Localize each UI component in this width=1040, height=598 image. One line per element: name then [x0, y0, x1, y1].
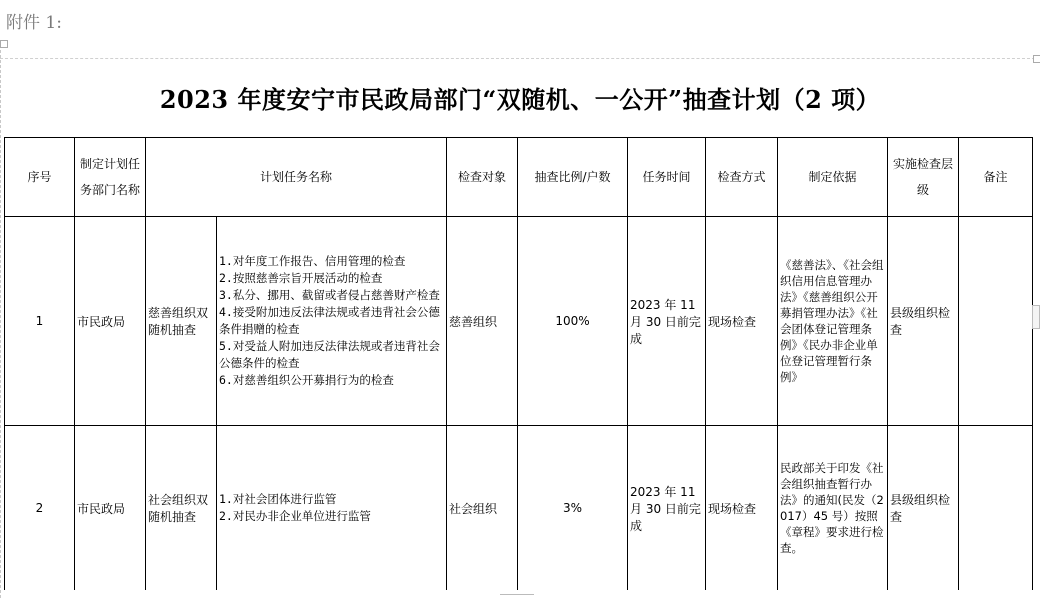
- inspection-plan-table: [4, 137, 1033, 590]
- cell-task-items: [217, 426, 447, 591]
- bottom-scroll-handle[interactable]: [500, 594, 534, 598]
- cell-remark: [959, 217, 1033, 426]
- cell-method: 现场检查: [706, 217, 778, 426]
- header-target: 检查对象: [447, 138, 518, 217]
- page-boundary-top: [0, 58, 1040, 59]
- cell-remark: [959, 426, 1033, 591]
- cell-basis: 《慈善法》、《社会组织信用信息管理办法》《慈善组织公开募捐管理办法》《社会团体登记管理条例》《民办非企业单位登记管理暂行条例》: [778, 217, 888, 426]
- header-basis: 制定依据: [778, 138, 888, 217]
- task-item: 1.对社会团体进行监管: [219, 492, 337, 506]
- task-item: 4.接受附加违反法律法规或者违背社会公德条件捐赠的检查: [219, 305, 440, 336]
- cell-ratio: 3%: [518, 426, 628, 591]
- cell-task-name: 慈善组织双随机抽查: [146, 217, 217, 426]
- header-remark: 备注: [959, 138, 1033, 217]
- page-boundary-left: [0, 40, 1, 598]
- attachment-label: 附件 1:: [6, 13, 62, 33]
- header-task-name: 计划任务名称: [146, 138, 447, 217]
- side-scroll-handle[interactable]: [1032, 305, 1040, 329]
- header-seq: 序号: [5, 138, 75, 217]
- cell-target: 慈善组织: [447, 217, 518, 426]
- cell-ratio: 100%: [518, 217, 628, 426]
- page-corner-marker: [1033, 55, 1040, 63]
- cell-dept: 市民政局: [75, 426, 146, 591]
- page-corner-marker: [0, 40, 8, 48]
- cell-dept: 市民政局: [75, 217, 146, 426]
- cell-time: 2023 年 11 月 30 日前完成: [628, 426, 706, 591]
- header-level: 实施检查层级: [888, 138, 959, 217]
- task-item: 2.对民办非企业单位进行监管: [219, 509, 371, 523]
- document-title: 2023 年度安宁市民政局部门“双随机、一公开”抽查计划（2 项）: [159, 85, 881, 114]
- table-row: [5, 217, 1033, 426]
- task-item: 2.按照慈善宗旨开展活动的检查: [219, 271, 383, 285]
- task-item: 5.对受益人附加违反法律法规或者违背社会公德条件的检查: [219, 339, 440, 370]
- cell-task-items: [217, 217, 447, 426]
- header-ratio: 抽查比例/户数: [518, 138, 628, 217]
- cell-target: 社会组织: [447, 426, 518, 591]
- cell-seq: 1: [5, 217, 75, 426]
- task-item: 1.对年度工作报告、信用管理的检查: [219, 254, 406, 268]
- header-time: 任务时间: [628, 138, 706, 217]
- cell-time: 2023 年 11 月 30 日前完成: [628, 217, 706, 426]
- table-row: [5, 426, 1033, 591]
- table-header-row: [5, 138, 1033, 217]
- header-dept: 制定计划任务部门名称: [75, 138, 146, 217]
- cell-level: 县级组织检查: [888, 217, 959, 426]
- header-method: 检查方式: [706, 138, 778, 217]
- cell-basis: 民政部关于印发《社会组织抽查暂行办法》的通知(民发（2017）45 号）按照《章程》要求进行检查。: [778, 426, 888, 591]
- cell-method: 现场检查: [706, 426, 778, 591]
- cell-level: 县级组织检查: [888, 426, 959, 591]
- cell-task-name: 社会组织双随机抽查: [146, 426, 217, 591]
- task-item: 6.对慈善组织公开募捐行为的检查: [219, 373, 394, 387]
- cell-seq: 2: [5, 426, 75, 591]
- task-item: 3.私分、挪用、截留或者侵占慈善财产检查: [219, 288, 440, 302]
